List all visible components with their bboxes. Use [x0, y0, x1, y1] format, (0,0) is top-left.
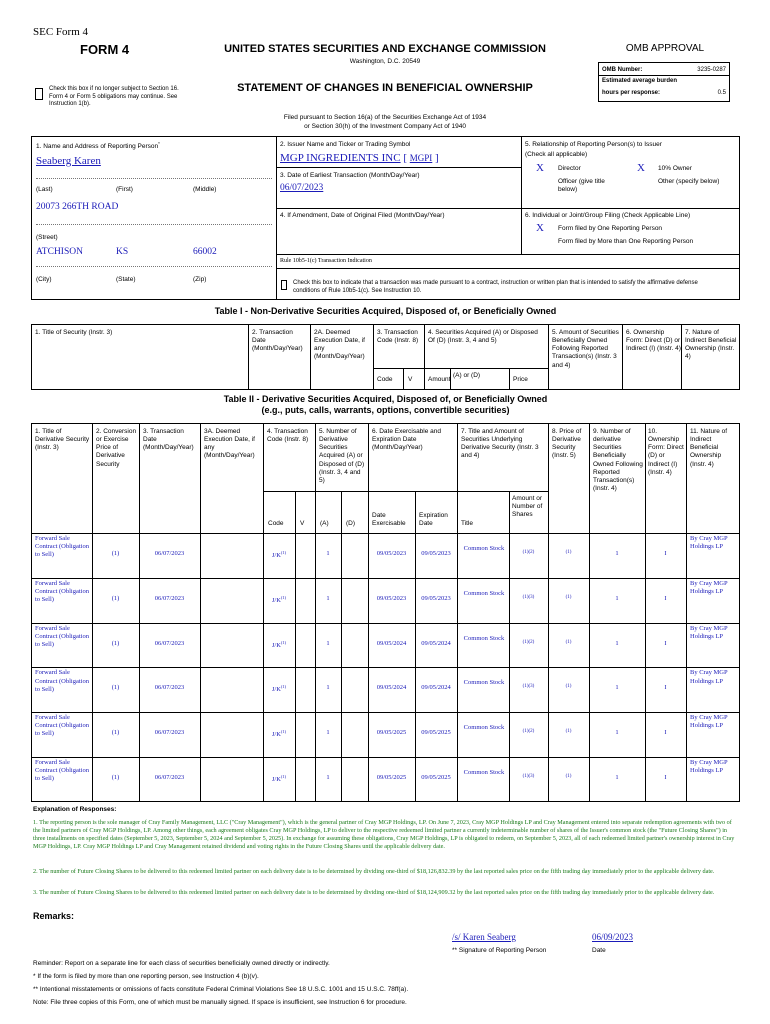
- row-code: $J/K^{(1)}$: [271, 639, 287, 649]
- t2-h8: 8. Price of Derivative Security (Instr. 5): [552, 428, 582, 460]
- omb-burden-label-1: Estimated average burden: [602, 78, 678, 84]
- omb-burden-value: 0.5: [717, 90, 726, 96]
- row-ownership-form: I: [664, 774, 667, 781]
- footer-violations: ** Intentional misstatements or omissions of facts constitute Federal Criminal Violations See 18 U.S.C. 1001 and 15 U.S.C. 78ff(a).: [33, 986, 409, 993]
- row-underlying-amount: (1)(3): [522, 774, 535, 779]
- row-code: $J/K^{(1)}$: [271, 550, 287, 560]
- row-underlying-amount: (1)(3): [522, 684, 535, 690]
- row-divider: [31, 578, 740, 579]
- omb-title: OMB APPROVAL: [625, 43, 705, 54]
- row-underlying-amount: (1)(3): [522, 594, 535, 600]
- zip-value: 66002: [193, 247, 217, 257]
- t1-h7: 7. Nature of Indirect Beneficial Ownership (Instr. 4): [685, 329, 737, 361]
- state-label: (State): [116, 276, 136, 283]
- row-code: $J/K^{(1)}$: [271, 729, 287, 739]
- row-underlying-title: Common Stock: [463, 589, 505, 597]
- row-code: $J/K^{(1)}$: [271, 684, 287, 694]
- box4-label: 4. If Amendment, Date of Original Filed (Month/Day/Year): [280, 212, 445, 219]
- t1-sub-v: V: [408, 376, 413, 383]
- section16-checkbox[interactable]: [35, 88, 43, 100]
- row-underlying-title: Common Stock: [463, 545, 505, 552]
- row-price: (1): [565, 594, 572, 600]
- box1-label: 1. Name and Address of Reporting Person*: [36, 141, 160, 151]
- row-underlying-title: Common Stock: [463, 724, 505, 732]
- t2-h3a: 3A. Deemed Execution Date, if any (Month/Day/Year): [204, 428, 255, 460]
- first-label: (First): [116, 186, 133, 193]
- row-transaction-date: 06/07/2023: [154, 594, 185, 602]
- t2-h5: 5. Number of Derivative Securities Acquired (A) or Disposed of (D) (Instr. 3, 4 and 5): [319, 428, 365, 484]
- row-expiration-date: 09/05/2024: [421, 684, 451, 692]
- footnote-ref: (1): [280, 774, 287, 779]
- row-title: Forward Sale Contract (Obligation to Sell): [35, 669, 89, 693]
- row-divider: [31, 712, 740, 713]
- row-transaction-date: 06/07/2023: [154, 684, 185, 692]
- state-value: KS: [116, 247, 129, 257]
- row-expiration-date: 09/05/2023: [421, 594, 451, 602]
- statement-title: STATEMENT OF CHANGES IN BENEFICIAL OWNERSHIP: [237, 82, 533, 94]
- t1-h6: 6. Ownership Form: Direct (D) or Indirect (I) (Instr. 4): [626, 329, 681, 353]
- t2-h9: 9. Number of derivative Securities Beneficially Owned Following Reported Transaction(s) (Instr. 4): [593, 428, 643, 492]
- omb-burden-label-2: hours per response:: [602, 90, 661, 96]
- row-title: Forward Sale Contract (Obligation to Sell): [35, 759, 89, 783]
- reporting-person-name: Seaberg Karen: [36, 155, 101, 167]
- row-nature: By Cray MGP Holdings LP: [690, 535, 728, 551]
- row-expiration-date: 09/05/2023: [421, 550, 451, 557]
- row-number-owned: 1: [615, 684, 619, 692]
- remarks-title: Remarks:: [33, 911, 75, 921]
- one-person-mark[interactable]: X: [536, 222, 544, 234]
- explanation-title: Explanation of Responses:: [33, 806, 117, 813]
- row-nature: By Cray MGP Holdings LP: [690, 714, 728, 730]
- table2-title-1: Table II - Derivative Securities Acquired, Disposed of, or Beneficially Owned: [223, 394, 548, 404]
- row-underlying-amount: (1)(2): [522, 639, 535, 645]
- row-conversion: (1): [111, 684, 120, 692]
- t2-sub-v: V: [300, 520, 305, 527]
- row-transaction-date: 06/07/2023: [154, 729, 185, 737]
- row-price: (1): [565, 639, 572, 645]
- t2-h7: 7. Title and Amount of Securities Underlying Derivative Security (Instr. 3 and 4): [461, 428, 539, 460]
- table2-title-2: (e.g., puts, calls, warrants, options, convertible securities): [261, 405, 510, 415]
- t2-h3: 3. Transaction Date (Month/Day/Year): [143, 428, 194, 452]
- row-date-exercisable: 09/05/2025: [376, 774, 407, 781]
- row-number-owned: 1: [615, 774, 619, 781]
- signature-date: 06/09/2023: [592, 932, 634, 942]
- row-date-exercisable: 09/05/2023: [376, 550, 407, 557]
- t2-sub-code: Code: [268, 520, 284, 527]
- city-value: ATCHISON: [36, 247, 83, 257]
- multi-person-label: Form filed by More than One Reporting Person: [558, 238, 694, 245]
- section16-note: Check this box if no longer subject to Section 16. Form 4 or Form 5 obligations may continue. See Instruction 1(b).: [49, 86, 179, 107]
- footnote-ref: (1): [280, 684, 287, 690]
- row-amount-a: 1: [326, 729, 330, 737]
- box2-label: 2. Issuer Name and Ticker or Trading Symbol: [280, 141, 411, 148]
- box5-label-2: (Check all applicable): [525, 151, 588, 158]
- row-date-exercisable: 09/05/2024: [376, 639, 407, 647]
- issuer-name: MGP INGREDIENTS INC [ MGPI ]: [280, 152, 439, 164]
- row-ownership-form: I: [664, 639, 667, 647]
- row-conversion: (1): [111, 594, 120, 602]
- t1-sub-ad: (A) or (D): [453, 372, 481, 379]
- row-date-exercisable: 09/05/2023: [376, 594, 407, 602]
- box6-label: 6. Individual or Joint/Group Filing (Check Applicable Line): [525, 212, 691, 219]
- t1-h5: 5. Amount of Securities Beneficially Owned Following Reported Transaction(s) (Instr. 3 and 4): [552, 329, 619, 369]
- t1-h3: 3. Transaction Code (Instr. 8): [377, 329, 419, 345]
- owner-mark[interactable]: X: [637, 162, 645, 174]
- row-underlying-title: Common Stock: [463, 679, 505, 687]
- row-date-exercisable: 09/05/2025: [376, 729, 407, 737]
- t2-h2: 2. Conversion or Exercise Price of Derivative Security: [96, 428, 137, 468]
- omb-number-value: 3235-0287: [697, 67, 726, 73]
- row-ownership-form: I: [664, 550, 667, 557]
- footer-reminder: Reminder: Report on a separate line for each class of securities beneficially owned directly or indirectly.: [33, 960, 330, 967]
- agency-location: Washington, D.C. 20549: [349, 58, 421, 65]
- filed-pursuant-1: Filed pursuant to Section 16(a) of the Securities Exchange Act of 1934: [283, 114, 487, 121]
- row-price: (1): [565, 550, 572, 555]
- footnote-ref: (1): [280, 729, 287, 735]
- row-amount-a: 1: [326, 639, 330, 647]
- row-transaction-date: 06/07/2023: [154, 550, 185, 557]
- director-label: Director: [558, 165, 581, 172]
- omb-number-label: OMB Number:: [602, 67, 643, 73]
- rule-label: Rule 10b5-1(c) Transaction Indication: [280, 258, 372, 264]
- date-label: Date: [592, 947, 606, 954]
- row-price: (1): [565, 774, 572, 779]
- footer-note: Note: File three copies of this Form, one of which must be manually signed. If space is insufficient, see Instruction 6 for procedure.: [33, 999, 407, 1006]
- doc-label: SEC Form 4: [33, 26, 89, 38]
- t2-h6: 6. Date Exercisable and Expiration Date (Month/Day/Year): [372, 428, 442, 452]
- officer-label: Officer (give title below): [558, 178, 605, 194]
- t1-h2a: 2A. Deemed Execution Date, if any (Month/Day/Year): [314, 329, 365, 361]
- row-conversion: (1): [111, 550, 120, 557]
- row-title: Forward Sale Contract (Obligation to Sell): [35, 579, 89, 604]
- box3-label: 3. Date of Earliest Transaction (Month/Day/Year): [280, 172, 420, 179]
- row-number-owned: 1: [615, 594, 619, 602]
- t2-sub-title: Title: [461, 520, 474, 527]
- form-title: FORM 4: [80, 42, 130, 57]
- t1-sub-code: Code: [377, 376, 393, 383]
- footnote-3: 3. The number of Future Closing Shares to be delivered to this redeemed limited partner on each delivery date is to be determined by dividing one-third of $18,124,909.32 by the last reported sales price on the fifth trading day immediately prior to the applicable delivery date.: [33, 889, 715, 896]
- row-expiration-date: 09/05/2025: [421, 774, 451, 781]
- row-conversion: (1): [111, 639, 120, 647]
- street-label: (Street): [36, 234, 58, 241]
- t1-h2: 2. Transaction Date (Month/Day/Year): [252, 329, 303, 353]
- row-underlying-amount: (1)(2): [522, 550, 535, 555]
- street-value: 20073 266TH ROAD: [36, 202, 119, 212]
- row-transaction-date: 06/07/2023: [154, 774, 185, 781]
- zip-label: (Zip): [193, 276, 207, 283]
- row-underlying-title: Common Stock: [463, 634, 505, 642]
- row-conversion: (1): [111, 774, 120, 781]
- other-label: Other (specify below): [658, 178, 720, 185]
- t2-sub-date-exercisable: Date Exercisable: [372, 512, 406, 528]
- table1-title: Table I - Non-Derivative Securities Acquired, Disposed of, or Beneficially Owned: [214, 306, 557, 316]
- t2-h4: 4. Transaction Code (Instr. 8): [267, 428, 309, 444]
- rule-checkbox[interactable]: [281, 280, 287, 290]
- footnote-2: 2. The number of Future Closing Shares to be delivered to this redeemed limited partner on each delivery date is to be determined by dividing one-third of $18,126,832.39 by the last reported sales price on the fifth trading day immediately prior to the applicable delivery date.: [33, 868, 715, 875]
- row-nature: By Cray MGP Holdings LP: [690, 624, 728, 640]
- t2-h1: 1. Title of Derivative Security (Instr. 3): [35, 428, 90, 452]
- earliest-transaction-date: 06/07/2023: [280, 183, 324, 193]
- row-price: (1): [565, 729, 572, 735]
- row-ownership-form: I: [664, 684, 667, 692]
- row-amount-a: 1: [326, 684, 330, 692]
- signature-label: ** Signature of Reporting Person: [452, 947, 547, 954]
- t1-h1: 1. Title of Security (Instr. 3): [35, 329, 113, 336]
- row-nature: By Cray MGP Holdings LP: [690, 669, 728, 685]
- row-date-exercisable: 09/05/2024: [376, 684, 407, 692]
- agency-title: UNITED STATES SECURITIES AND EXCHANGE COMMISSION: [224, 43, 546, 55]
- filed-pursuant-2: or Section 30(h) of the Investment Company Act of 1940: [304, 123, 466, 130]
- row-number-owned: 1: [615, 639, 619, 647]
- row-amount-a: 1: [326, 594, 330, 602]
- footnote-1: 1. The reporting person is the sole manager of Cray Family Management, LLC ("Cray Management"), which is the general partner of Cray MGP Holdings, LP. On June 7, 2023, Cray MGP Holdings LP and Cray Management entered into separate redemption agreements with two of the limited partners of Cray MGP Holdings, LP. Among other things, each agreement obligates Cray MGP Holdings, LP to deliver to the respective redeemed limited partner a currently indeterminable number of shares of the Issuer's common stock (the "Future Closing Shares") in three installments on specified dates (September 5, 2023, September 5, 2024 and September 5, 2025). In exchange for assuming these obligations, Cray MGP Holdings, LP is obligated to redeem, on September 5, 2023, all of each redeemed limited partner's ownership interest in Cray MGP Holdings, LP. Cray MGP Holdings LP and Cray Management retained dividend and voting rights in the Future Closing Shares until the applicable delivery date.: [33, 819, 735, 851]
- row-price: (1): [565, 684, 572, 690]
- last-label: (Last): [36, 186, 53, 193]
- t2-sub-expiration-date: Expiration Date: [419, 512, 448, 528]
- row-conversion: (1): [111, 729, 120, 737]
- middle-label: (Middle): [193, 186, 217, 193]
- row-title: Forward Sale Contract (Obligation to Sell): [35, 714, 89, 738]
- t2-h10: 10. Ownership Form: Direct (D) or Indirect (I) (Instr. 4): [648, 428, 684, 476]
- row-ownership-form: I: [664, 729, 667, 737]
- t2-sub-a: (A): [320, 520, 329, 527]
- footnote-ref: (1): [280, 639, 287, 645]
- row-title: Forward Sale Contract (Obligation to Sell): [35, 624, 89, 648]
- footer-instruction-4: * If the form is filed by more than one reporting person, see Instruction 4 (b)(v).: [33, 973, 259, 980]
- row-number-owned: 1: [615, 729, 619, 737]
- row-ownership-form: I: [664, 594, 667, 602]
- row-amount-a: 1: [326, 774, 330, 781]
- row-transaction-date: 06/07/2023: [154, 639, 185, 647]
- footnote-ref: (1): [280, 594, 287, 600]
- one-person-label: Form filed by One Reporting Person: [558, 225, 663, 232]
- row-nature: By Cray MGP Holdings LP: [690, 579, 728, 595]
- owner-label: 10% Owner: [658, 165, 692, 172]
- row-nature: By Cray MGP Holdings LP: [690, 759, 728, 775]
- row-expiration-date: 09/05/2025: [421, 729, 451, 737]
- row-title: Forward Sale Contract (Obligation to Sell): [35, 535, 89, 559]
- box5-label-1: 5. Relationship of Reporting Person(s) to Issuer: [525, 141, 662, 148]
- footnote-ref: (1): [280, 550, 287, 555]
- row-underlying-title: Common Stock: [463, 769, 505, 776]
- row-code: $J/K^{(1)}$: [271, 594, 287, 604]
- t1-h4: 4. Securities Acquired (A) or Disposed Of (D) (Instr. 3, 4 and 5): [428, 329, 538, 345]
- director-mark[interactable]: X: [536, 162, 544, 174]
- row-divider: [31, 667, 740, 668]
- row-underlying-amount: (1)(2): [522, 729, 535, 735]
- signature-name: /s/ Karen Seaberg: [452, 932, 516, 942]
- t2-sub-d: (D): [346, 520, 356, 527]
- t2-sub-amount: Amount or Number of Shares: [512, 495, 543, 519]
- t2-h11: 11. Nature of Indirect Beneficial Ownership (Instr. 4): [690, 428, 728, 468]
- row-number-owned: 1: [615, 550, 619, 557]
- row-divider: [31, 757, 740, 758]
- t1-sub-price: Price: [513, 376, 528, 383]
- t1-sub-amount: Amount: [428, 376, 451, 383]
- row-amount-a: 1: [326, 550, 330, 557]
- row-expiration-date: 09/05/2024: [421, 639, 451, 647]
- row-divider: [31, 623, 740, 624]
- rule-text: Check this box to indicate that a transaction was made pursuant to a contract, instruction or written plan that is intended to satisfy the affirmative defense conditions of Rule 10b5-1(c). See Instruction 10.: [293, 280, 698, 294]
- city-label: (City): [36, 276, 52, 283]
- row-code: $J/K^{(1)}$: [271, 774, 287, 784]
